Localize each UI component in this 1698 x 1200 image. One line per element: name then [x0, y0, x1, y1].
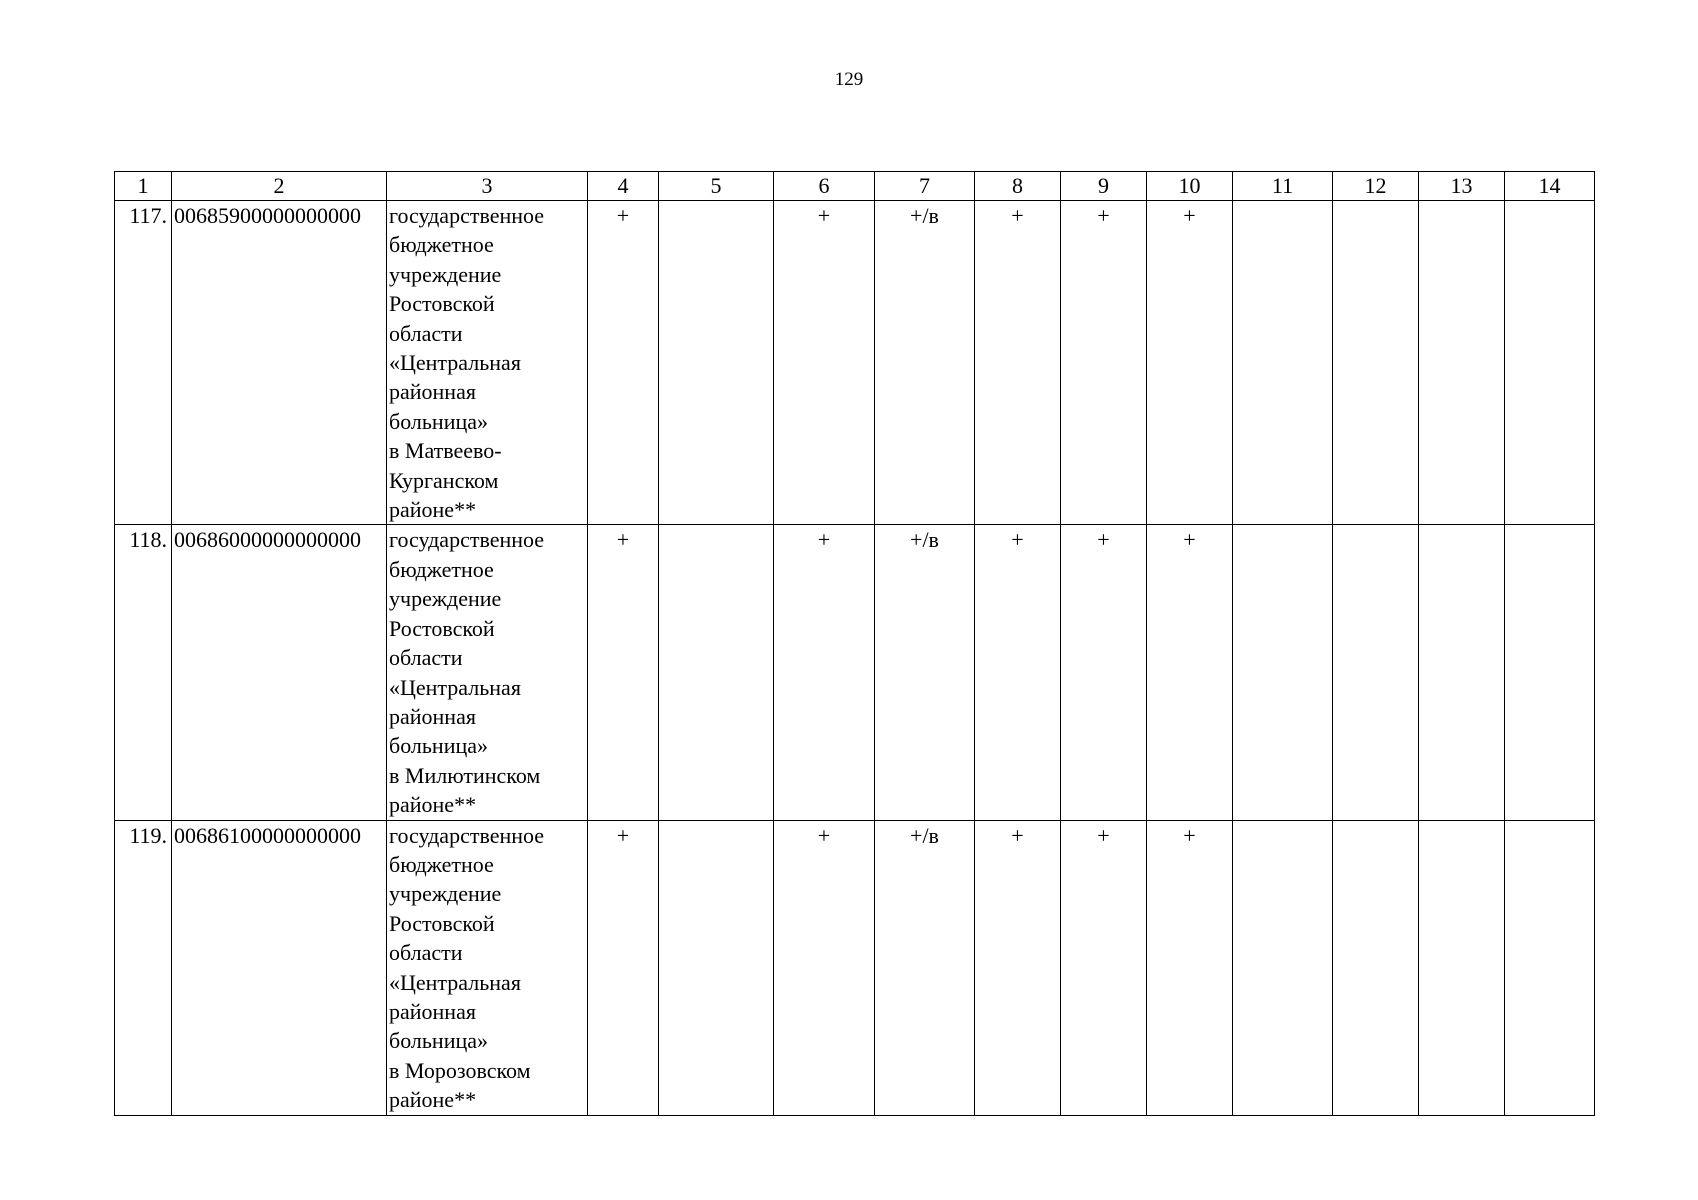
- row-number: 119.: [115, 820, 172, 1115]
- name-line: районе**: [389, 792, 477, 818]
- cell-col7: +/в: [875, 201, 975, 525]
- column-header: 14: [1505, 172, 1595, 201]
- name-line: Ростовской: [389, 291, 495, 317]
- name-line: больница»: [389, 408, 488, 434]
- column-header: 6: [774, 172, 875, 201]
- name-line: области: [389, 940, 463, 966]
- cell-col14: [1505, 525, 1595, 820]
- name-line: «Центральная: [389, 969, 521, 995]
- row-code: 00685900000000000: [172, 201, 387, 525]
- row-code: 00686000000000000: [172, 525, 387, 820]
- row-code: 00686100000000000: [172, 820, 387, 1115]
- name-line: больница»: [389, 733, 488, 759]
- cell-col13: [1419, 820, 1505, 1115]
- name-line: бюджетное: [389, 851, 494, 877]
- cell-col12: [1333, 525, 1419, 820]
- cell-col8: +: [975, 820, 1061, 1115]
- name-line: районная: [389, 998, 476, 1024]
- cell-col11: [1233, 201, 1333, 525]
- cell-col6: +: [774, 201, 875, 525]
- name-line: области: [389, 320, 463, 346]
- name-line: «Центральная: [389, 674, 521, 700]
- cell-col11: [1233, 525, 1333, 820]
- cell-col9: +: [1061, 525, 1147, 820]
- name-line: бюджетное: [389, 232, 494, 258]
- name-line: районе**: [389, 1087, 477, 1113]
- name-line: Курганском: [389, 467, 499, 493]
- cell-col13: [1419, 525, 1505, 820]
- row-number: 117.: [115, 201, 172, 525]
- cell-col12: [1333, 201, 1419, 525]
- cell-col4: +: [588, 820, 659, 1115]
- cell-col10: +: [1147, 525, 1233, 820]
- cell-col6: +: [774, 525, 875, 820]
- name-line: государственное: [389, 822, 545, 848]
- cell-col14: [1505, 820, 1595, 1115]
- data-table: [114, 171, 1595, 1116]
- column-header: 8: [975, 172, 1061, 201]
- row-name: [387, 525, 588, 820]
- name-line: Ростовской: [389, 910, 495, 936]
- name-line: районная: [389, 703, 476, 729]
- cell-col9: +: [1061, 201, 1147, 525]
- row-name: [387, 201, 588, 525]
- cell-col5: [659, 201, 774, 525]
- row-number: 118.: [115, 525, 172, 820]
- column-header: 3: [387, 172, 588, 201]
- name-line: Ростовской: [389, 615, 495, 641]
- name-line: больница»: [389, 1028, 488, 1054]
- cell-col10: +: [1147, 201, 1233, 525]
- name-line: государственное: [389, 203, 545, 228]
- table-row: [115, 525, 1595, 820]
- header-row: [115, 172, 1595, 201]
- cell-col11: [1233, 820, 1333, 1115]
- name-line: бюджетное: [389, 556, 494, 582]
- column-header: 4: [588, 172, 659, 201]
- cell-col7: +/в: [875, 525, 975, 820]
- cell-col4: +: [588, 201, 659, 525]
- column-header: 7: [875, 172, 975, 201]
- cell-col6: +: [774, 820, 875, 1115]
- cell-col13: [1419, 201, 1505, 525]
- column-header: 9: [1061, 172, 1147, 201]
- cell-col8: +: [975, 201, 1061, 525]
- cell-col12: [1333, 820, 1419, 1115]
- column-header: 1: [115, 172, 172, 201]
- cell-col14: [1505, 201, 1595, 525]
- name-line: в Матвеево-: [389, 438, 502, 464]
- table-row: [115, 201, 1595, 525]
- page-number: 129: [834, 69, 864, 90]
- name-line: «Центральная: [389, 350, 521, 376]
- name-line: в Милютинском: [389, 762, 541, 788]
- column-header: 2: [172, 172, 387, 201]
- name-line: районе**: [389, 497, 477, 523]
- column-header: 11: [1233, 172, 1333, 201]
- name-line: учреждение: [389, 261, 502, 287]
- cell-col5: [659, 525, 774, 820]
- cell-col4: +: [588, 525, 659, 820]
- cell-col10: +: [1147, 820, 1233, 1115]
- name-line: районная: [389, 379, 476, 405]
- table-row: [115, 820, 1595, 1115]
- column-header: 5: [659, 172, 774, 201]
- cell-col9: +: [1061, 820, 1147, 1115]
- name-line: учреждение: [389, 881, 502, 907]
- column-header: 10: [1147, 172, 1233, 201]
- cell-col7: +/в: [875, 820, 975, 1115]
- column-header: 12: [1333, 172, 1419, 201]
- cell-col8: +: [975, 525, 1061, 820]
- name-line: области: [389, 645, 463, 671]
- column-header: 13: [1419, 172, 1505, 201]
- cell-col5: [659, 820, 774, 1115]
- name-line: учреждение: [389, 586, 502, 612]
- name-line: государственное: [389, 527, 545, 553]
- row-name: [387, 820, 588, 1115]
- name-line: в Морозовском: [389, 1057, 531, 1083]
